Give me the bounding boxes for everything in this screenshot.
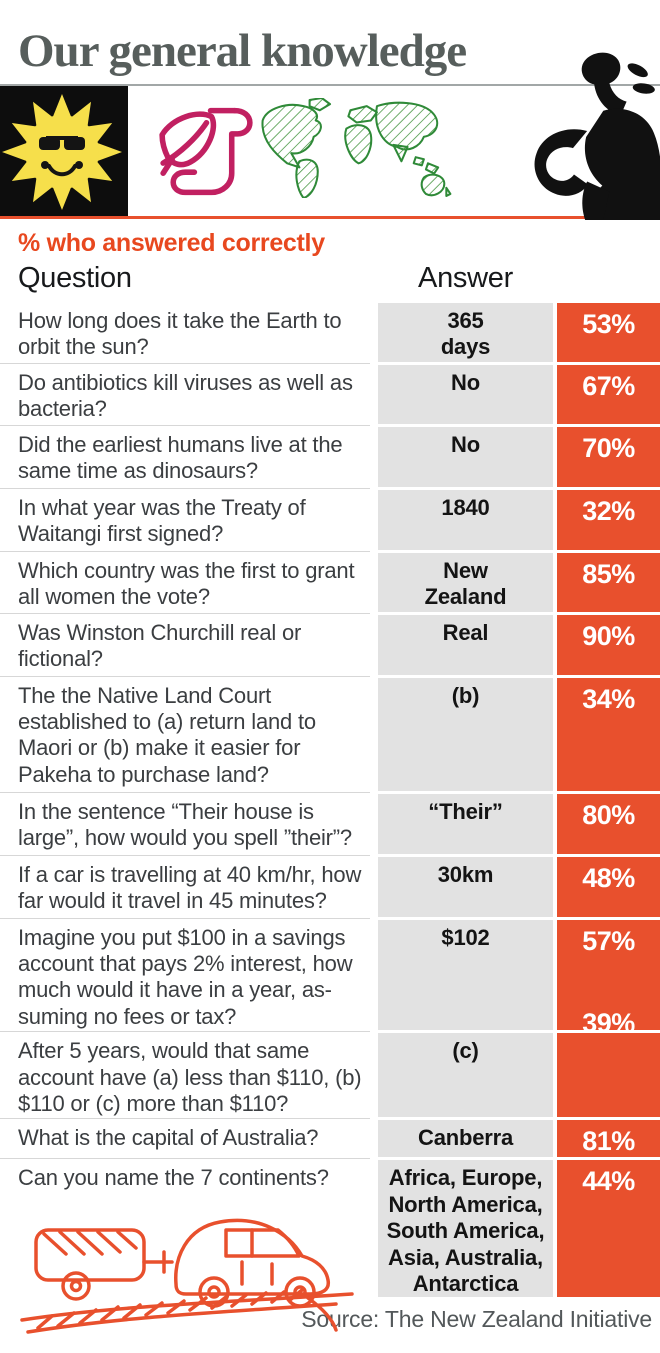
- percent-value: 81%: [582, 1126, 635, 1157]
- answer-cell: Africa, Europe, North America, South America, Asia, Australia, Antarctica: [378, 1160, 553, 1297]
- table-row: [0, 490, 660, 550]
- table-row: [0, 365, 660, 424]
- percent-value: 39%: [582, 1008, 635, 1039]
- question-cell: Which country was the first to grant all women the vote?: [0, 553, 378, 612]
- percent-value: 67%: [582, 370, 635, 401]
- answer-cell: (c): [378, 1033, 553, 1117]
- car-trailer-icon: [14, 1188, 374, 1353]
- question-cell: Can you name the 7 continents?: [0, 1160, 378, 1297]
- percent-cell: [557, 1120, 660, 1157]
- answer-cell: Canberra: [378, 1120, 553, 1157]
- source-credit: Source: The New Zealand Initiative: [301, 1306, 652, 1332]
- percent-value: 34%: [582, 683, 635, 714]
- question-cell: If a car is travelling at 40 km/hr, how far would it travel in 45 minutes?: [0, 857, 378, 917]
- table-row: [0, 857, 660, 917]
- question-cell: After 5 years, would that same account have (a) less than $110, (b) $110 or (c) more than $110?: [0, 1033, 378, 1117]
- question-cell: In what year was the Treaty of Waitangi first signed?: [0, 490, 378, 550]
- percent-value: 90%: [582, 620, 635, 651]
- question-cell: Did the earliest humans live at the same time as dinosaurs?: [0, 427, 378, 487]
- percent-cell: [557, 678, 660, 791]
- percent-value: 32%: [582, 495, 635, 526]
- answer-cell: “Their”: [378, 794, 553, 854]
- answer-cell: Real: [378, 615, 553, 675]
- column-headers: [0, 262, 660, 295]
- answer-cell: 365 days: [378, 303, 553, 362]
- percent-value: 70%: [582, 432, 635, 463]
- question-cell: The the Native Land Court established to (a) return land to Maori or (b) make it easier for Pakeha to purchase land?: [0, 678, 378, 791]
- table-row: [0, 553, 660, 612]
- percent-value: 57%: [582, 925, 635, 956]
- table-row: [0, 427, 660, 487]
- sun-tile: [0, 86, 128, 216]
- percent-cell: [557, 365, 660, 424]
- world-map-icon: [252, 98, 457, 203]
- percent-cell: [557, 794, 660, 854]
- question-column-header: Question: [18, 261, 132, 294]
- question-cell: How long does it take the Earth to orbit the sun?: [18, 307, 342, 360]
- subtitle: % who answered correctly: [18, 228, 325, 257]
- question-cell: What is the capital of Australia?: [0, 1120, 378, 1157]
- question-cell: Imagine you put $100 in a savings account that pays 2% interest, how much would it have in a year, as-suming no fees or tax?: [0, 920, 378, 1031]
- answer-column-header: Answer: [418, 261, 513, 294]
- quill-scroll-icon: [148, 100, 264, 207]
- table-row: [0, 1033, 660, 1117]
- percent-cell: [557, 553, 660, 612]
- question-cell: In the sentence “Their house is large”, how would you spell ”their”?: [0, 794, 378, 854]
- answer-cell: (b): [378, 678, 553, 791]
- page-title: Our general knowledge: [18, 25, 467, 77]
- question-cell: Was Winston Churchill real or fictional?: [0, 615, 378, 675]
- answer-cell: New Zealand: [378, 553, 553, 612]
- answer-cell: 30km: [378, 857, 553, 917]
- answer-cell: No: [378, 427, 553, 487]
- percent-value: 80%: [582, 799, 635, 830]
- question-cell: Do antibiotics kill viruses as well as bacteria?: [0, 365, 378, 424]
- table-row: [0, 615, 660, 675]
- percent-cell: [557, 427, 660, 487]
- percent-value: 53%: [582, 308, 635, 339]
- percent-cell: [557, 1033, 660, 1117]
- table-row: [0, 1120, 660, 1157]
- percent-value: 44%: [582, 1166, 635, 1197]
- table-row: [0, 920, 660, 1039]
- tuatara-icon: [490, 50, 660, 225]
- percent-cell: [557, 857, 660, 917]
- percent-cell: [557, 1160, 660, 1297]
- percent-cell: [557, 920, 660, 1039]
- table-row: [0, 794, 660, 854]
- answer-cell: $102: [378, 920, 553, 1031]
- quiz-table-body: [0, 303, 660, 1298]
- percent-value: 85%: [582, 558, 635, 589]
- percent-cell: [557, 303, 660, 362]
- percent-cell: [557, 490, 660, 550]
- answer-cell: No: [378, 365, 553, 424]
- percent-value: 48%: [582, 862, 635, 893]
- table-row: [0, 678, 660, 791]
- answer-cell: 1840: [378, 490, 553, 550]
- illustration-banner: [0, 84, 660, 219]
- table-row: [0, 303, 660, 362]
- percent-cell: [557, 615, 660, 675]
